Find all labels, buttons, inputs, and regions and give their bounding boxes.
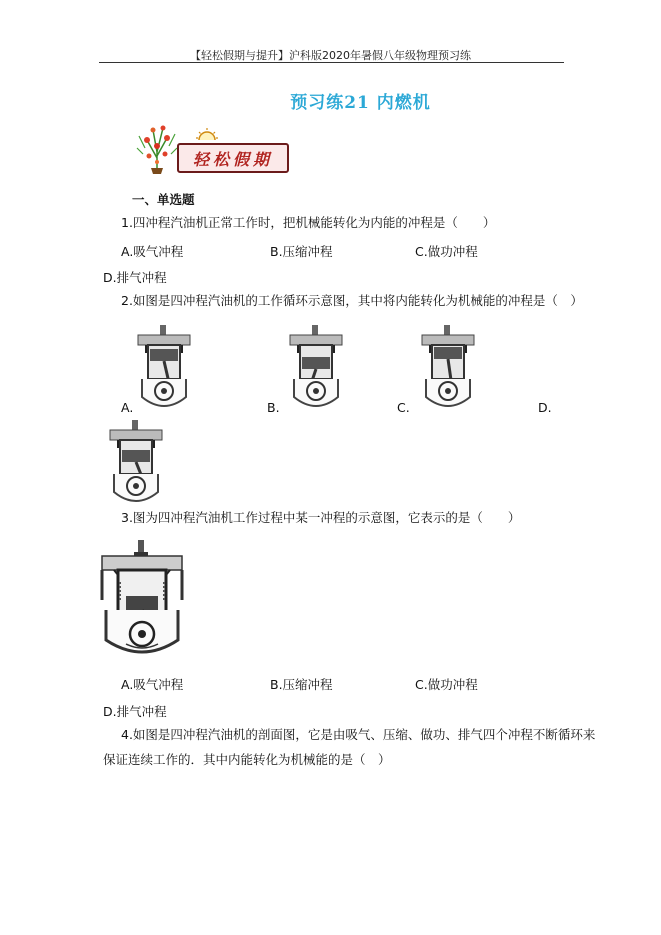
question-1-stem: 1.四冲程汽油机正常工作时，把机械能转化为内能的冲程是（ ） bbox=[121, 215, 496, 230]
relaxed-holiday-banner bbox=[177, 143, 289, 173]
banner-text: 轻松假期 bbox=[192, 149, 273, 169]
engine-diagram-large bbox=[100, 540, 184, 658]
flower-decoration-icon bbox=[135, 118, 179, 178]
q3-option-a: A.吸气冲程 bbox=[121, 677, 184, 692]
header-divider bbox=[99, 62, 564, 63]
engine-diagram-a bbox=[134, 325, 194, 409]
q1-option-c: C.做功冲程 bbox=[415, 244, 478, 259]
page-header: 【轻松假期与提升】沪科版2020年暑假八年级物理预习练 bbox=[190, 49, 471, 62]
q1-option-a: A.吸气冲程 bbox=[121, 244, 184, 259]
question-4-stem-line2: 保证连续工作的．其中内能转化为机械能的是（ ） bbox=[103, 752, 391, 767]
q3-option-d: D.排气冲程 bbox=[103, 704, 167, 719]
engine-diagram-b bbox=[286, 325, 346, 409]
q3-option-b: B.压缩冲程 bbox=[270, 677, 333, 692]
question-4-stem-line1: 4.如图是四冲程汽油机的剖面图，它是由吸气、压缩、做功、排气四个冲程不断循环来 bbox=[121, 727, 596, 742]
q2-label-a: A. bbox=[121, 400, 134, 415]
question-3-stem: 3.图为四冲程汽油机工作过程中某一冲程的示意图，它表示的是（ ） bbox=[121, 510, 521, 525]
page-title: 预习练21 内燃机 bbox=[290, 93, 431, 113]
q1-option-d: D.排气冲程 bbox=[103, 270, 167, 285]
section-heading: 一、单选题 bbox=[132, 192, 195, 207]
engine-diagram-d bbox=[106, 420, 166, 504]
q1-option-b: B.压缩冲程 bbox=[270, 244, 333, 259]
question-2-stem: 2.如图是四冲程汽油机的工作循环示意图，其中将内能转化为机械能的冲程是（ ） bbox=[121, 293, 583, 308]
engine-diagram-c bbox=[418, 325, 478, 409]
q2-label-b: B. bbox=[267, 400, 280, 415]
q2-label-d: D. bbox=[538, 400, 552, 415]
q3-option-c: C.做功冲程 bbox=[415, 677, 478, 692]
q2-label-c: C. bbox=[397, 400, 410, 415]
